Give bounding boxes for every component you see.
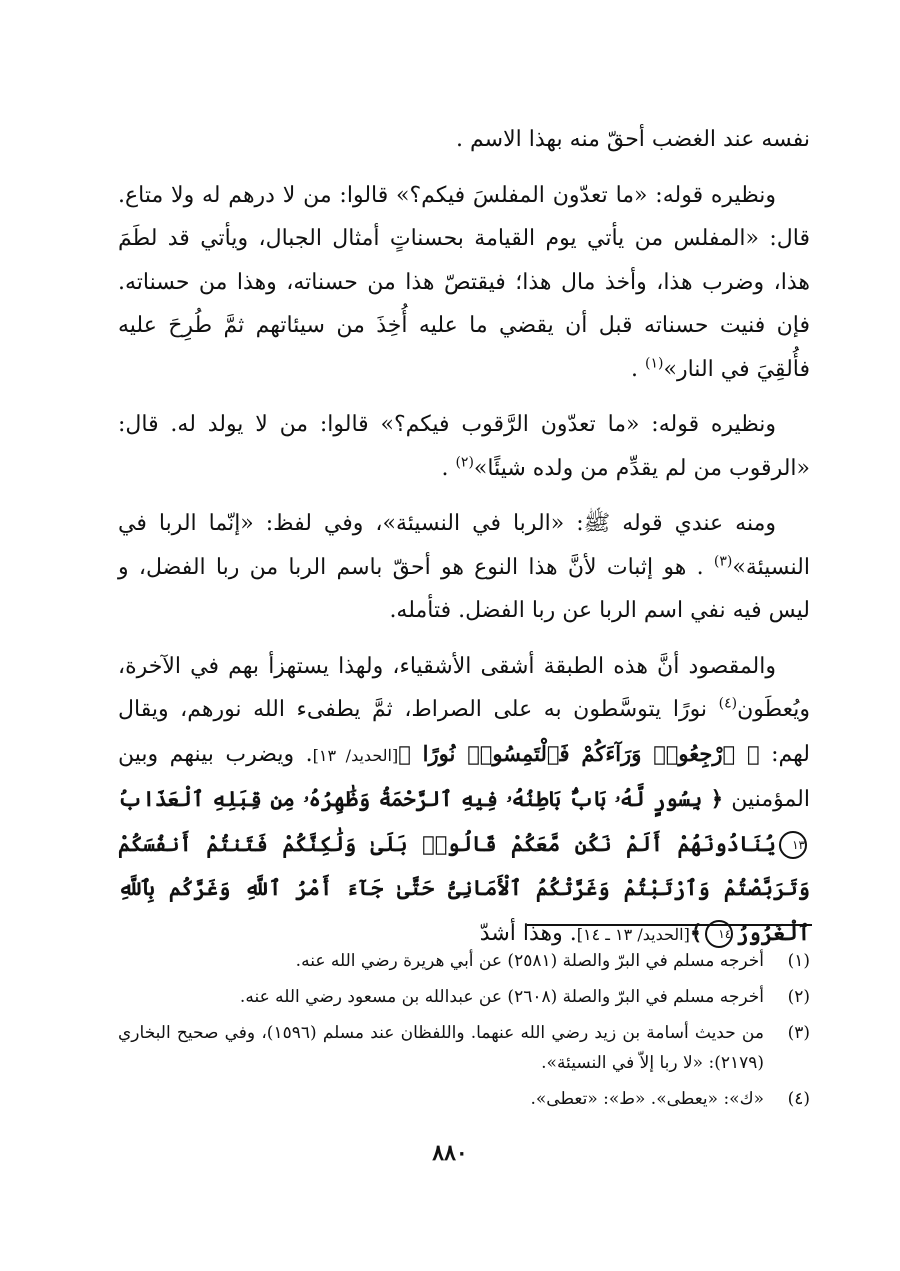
quran-verse-1: ﴿ ٱرْجِعُوا۟ وَرَآءَكُمْ فَٱلْتَمِسُوا۟ نُورًا ﴾ bbox=[398, 740, 760, 766]
footnote-text: من حديث أسامة بن زيد رضي الله عنهما. واللفظان عند مسلم (١٥٩٦)، وفي صحيح البخاري (٢١٧٩): «لا ربا إلاّ في النسيئة». bbox=[118, 1023, 764, 1073]
ayah-number-13: ١٣ bbox=[779, 831, 807, 859]
paragraph-4-text-b: نورًا يتوسَّطون به على الصراط، ثمَّ يطفىء الله نورهم، ويقال لهم: bbox=[118, 697, 810, 767]
footnote-text: أخرجه مسلم في البرّ والصلة (٢٥٨١) عن أبي هريرة رضي الله عنه. bbox=[295, 951, 764, 971]
paragraph-3-text-b: . هو إثبات لأنَّ هذا النوع هو أحقّ باسم الربا من ربا الفضل، و ليس فيه نفي اسم الربا عن ربا الفضل. فتأمله. bbox=[118, 554, 810, 623]
footnote-ref-1[interactable]: (١) bbox=[645, 355, 664, 372]
footnotes bbox=[118, 946, 810, 1120]
footnote bbox=[118, 1018, 810, 1078]
paragraph-3-text-a: ومنه عندي قوله ﷺ: «الربا في النسيئة»، وفي لفظ: «إنّما الربا في النسيئة» bbox=[118, 511, 810, 580]
paragraph-4-text-d: . وهذا أشدّ bbox=[479, 920, 577, 946]
footnote-number: (٣) bbox=[787, 1023, 810, 1043]
citation-1: [الحديد/ ١٣] bbox=[312, 745, 399, 765]
footnote-text: أخرجه مسلم في البرّ والصلة (٢٦٠٨) عن عبدالله بن مسعود رضي الله عنه. bbox=[239, 987, 764, 1007]
footnote-ref-2[interactable]: (٢) bbox=[455, 454, 474, 471]
footnote bbox=[118, 946, 810, 976]
quran-bracket-close: ﴾ bbox=[689, 919, 703, 945]
footnote-separator bbox=[527, 924, 812, 926]
footnote-text: «ك»: «يعطى». «ط»: «تعطى». bbox=[530, 1089, 764, 1109]
paragraph-2-text: ونظيره قوله: «ما تعدّون الرَّقوب فيكم؟» قالوا: من لا يولد له. قال: «الرقوب من لم يقدِّم من ولده شيئًا» bbox=[118, 412, 810, 481]
footnote bbox=[118, 982, 810, 1012]
footnote-number: (٢) bbox=[787, 987, 810, 1007]
quran-verse-2: ﴿ بِسُورٍ لَّهُۥ بَابٌۢ بَاطِنُهُۥ فِيهِ ٱلرَّحْمَةُ وَظَٰهِرُهُۥ مِن قِبَلِهِ ٱلْعَذَابُ bbox=[118, 786, 724, 811]
footnote-number: (٤) bbox=[787, 1089, 810, 1109]
footnote-number: (١) bbox=[787, 951, 810, 971]
paragraph-2: ونظيره قوله: «ما تعدّون الرَّقوب فيكم؟» قالوا: من لا يولد له. قال: «الرقوب من لم يقدِّم من ولده شيئًا»$^{(٢)}$ . bbox=[118, 412, 810, 481]
paragraph-4 bbox=[118, 645, 810, 957]
page-number: ٨٨٠ bbox=[432, 1140, 468, 1166]
quran-verse-3: يُنَادُونَهُمْ أَلَمْ نَكُن مَّعَكُمْ قَالُوا۟ بَلَىٰ وَلَٰكِنَّكُمْ فَتَنتُمْ أَنفُسَكُمْ وَتَرَبَّصْتُمْ وَٱرْتَبْتُمْ وَغَرَّتْكُمُ ٱلْأَمَانِىُّ حَتَّىٰ جَآءَ أَمْرُ ٱللَّهِ وَغَرَّكُم بِٱللَّهِ ٱلْغَرُورُ bbox=[118, 830, 810, 945]
paragraph-1: ونظيره قوله: «ما تعدّون المفلسَ فيكم؟» قالوا: من لا درهم له ولا متاع. قال: «المفلس من يأتي يوم القيامة بحسناتٍ أمثال الجبال، ويأتي قد لطَمَ هذا، وضرب هذا، وأخذ مال هذا؛ فيقتصّ هذا من حسناته، وهذا من حسناته. فإن فنيت حسناته قبل أن يقضي ما عليه أُخِذَ من سيئاتهم ثمَّ طُرِحَ عليه فأُلقِيَ في النار»$^{(١)}$ . bbox=[118, 182, 810, 382]
main-text bbox=[118, 118, 810, 968]
footnote-ref-4[interactable]: (٤) bbox=[718, 695, 738, 712]
citation-2: [الحديد/ ١٣ ـ ١٤] bbox=[576, 924, 690, 944]
paragraph-0 bbox=[118, 118, 810, 162]
footnote-ref-3[interactable]: (٣) bbox=[713, 553, 733, 570]
paragraph-4-text-c: . ويضرب بينهم وبين المؤمنين bbox=[118, 741, 811, 812]
paragraph-1-text: ونظيره قوله: «ما تعدّون المفلسَ فيكم؟» قالوا: من لا درهم له ولا متاع. قال: «المفلس من يأتي يوم القيامة بحسناتٍ أمثال الجبال، ويأتي قد لطَمَ هذا، وضرب هذا، وأخذ مال هذا؛ فيقتصّ هذا من حسناته، وهذا من حسناته. فإن فنيت حسناته قبل أن يقضي ما عليه أُخِذَ من سيئاتهم ثمَّ طُرِحَ عليه فأُلقِيَ في النار» bbox=[118, 182, 810, 382]
paragraph-4-text-a: والمقصود أنَّ هذه الطبقة أشقى الأشقياء، ولهذا يستهزأ بهم في الآخرة، ويُعطَون bbox=[118, 653, 810, 722]
paragraph-0-text: نفسه عند الغضب أحقّ منه بهذا الاسم . bbox=[456, 127, 810, 152]
footnote bbox=[118, 1084, 810, 1114]
ayah-number-14: ١٤ bbox=[705, 920, 733, 948]
paragraph-3 bbox=[118, 502, 810, 633]
